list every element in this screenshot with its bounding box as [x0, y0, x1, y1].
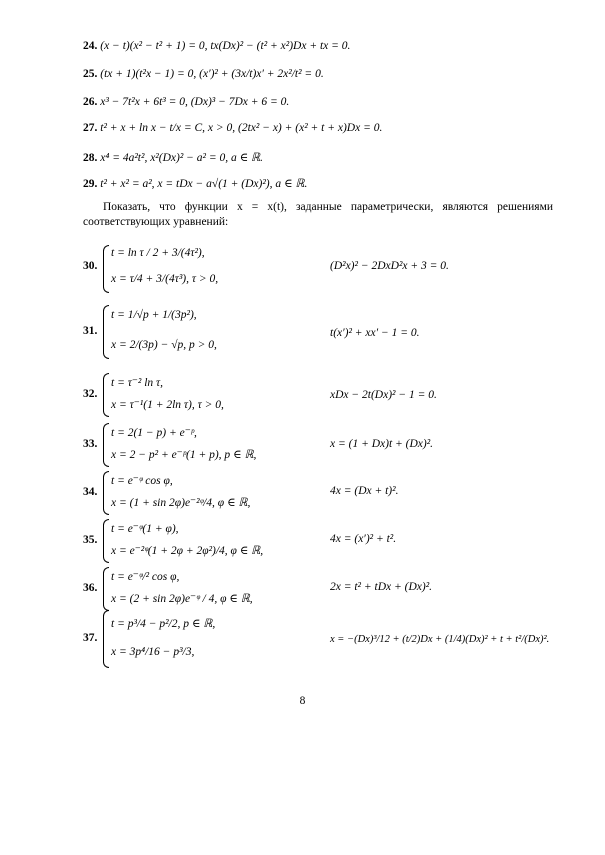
problem-25: 25. (tx + 1)(t²x − 1) = 0, (x′)² + (3x/t)x′ + 2x²/t² = 0. — [83, 68, 324, 80]
system-brace — [103, 567, 109, 611]
equation-31: t(x′)² + xx′ − 1 = 0. — [330, 327, 420, 339]
equation-36: 2x = t² + tDx + (Dx)². — [330, 581, 433, 593]
equation-37: x = −(Dx)³/12 + (t/2)Dx + (1/4)(Dx)² + t + t²/(Dx)². — [330, 634, 550, 645]
system-brace — [103, 471, 109, 515]
system-brace — [103, 305, 109, 359]
system-brace — [103, 423, 109, 467]
problem-27: 27. t² + x + ln x − t/x = C, x > 0, (2tx² − x) + (x² + t + x)Dx = 0. — [83, 122, 383, 134]
problem-29: 29. t² + x² = a², x = tDx − a√(1 + (Dx)²), a ∈ ℝ. — [83, 178, 308, 190]
equation-32: xDx − 2t(Dx)² − 1 = 0. — [330, 389, 437, 401]
page-number: 8 — [299, 695, 306, 707]
system-brace — [103, 373, 109, 417]
equation-30: (D²x)² − 2DxD²x + 3 = 0. — [330, 260, 449, 272]
problem-26: 26. x³ − 7t²x + 6t³ = 0, (Dx)³ − 7Dx + 6 = 0. — [83, 96, 290, 108]
document-page: 24. (x − t)(x² − t² + 1) = 0, tx(Dx)² − (t² + x²)Dx + tx = 0. 25. (tx + 1)(t²x − 1) = 0, (x′)² + (3x/t)x′ + 2x²/t² = 0. 26. x³ − 7t²x + 6t³ = 0, (Dx)³ − 7Dx + 6 = 0. 27. t² + x + ln x − t/x = C, x > 0, (2tx² − x) + (x² + t + x)Dx = 0. 28. x⁴ = 4a²t², x²(Dx)² − a² = 0, a ∈ ℝ. 29. t² + x² = a², x = tDx − a√(1 + (Dx)²), a ∈ ℝ. Показать, что функции x = x(t), заданные параметрически, являются решениями соответствующих уравнений: 30. t = ln τ / 2 + 3/(4τ²), x = τ/4 + 3/(4τ³), τ > 0, (D²x)² − 2DxD²x + 3 = 0. 31. t = 1/√p + 1/(3p²), x = 2/(3p) − √p, p > 0, t(x′)² + xx′ − 1 = 0. 32. t = τ⁻² ln τ, x = τ⁻¹(1 + 2ln τ), τ > 0, xDx − 2t(Dx)² − 1 = 0. 33. t = 2(1 − p) + e⁻ᵖ, x = 2 − p² + e⁻ᵖ(1 + p), p ∈ ℝ, x = (1 + Dx)t + (Dx)². 34. t = e⁻ᵠ cos φ, x = (1 + sin 2φ)e⁻²ᵠ/4, φ ∈ ℝ, 4x = (Dx + t)². 35. t = e⁻ᵠ(1 + φ), x = e⁻²ᵠ(1 + 2φ + 2φ²)/4, φ ∈ ℝ, 4x = (x′)² + t². 36. t = e⁻ᵠ/² cos φ, x = (2 + sin 2φ)e⁻ᵠ / 4, φ ∈ ℝ, 2x = t² + tDx + (Dx)². 37. t = p³/4 − p²/2, p ∈ ℝ, x = 3p⁴/16 − p³/3, x = −(Dx)³/12 + (t/2)Dx + (1/4)(Dx)² + t + t²/(Dx)². 8 — [0, 0, 605, 855]
equation-35: 4x = (x′)² + t². — [330, 533, 397, 545]
instruction-paragraph: Показать, что функции x = x(t), заданные параметрически, являются решениями соответствующих уравнений: — [83, 201, 553, 228]
system-brace — [103, 610, 109, 668]
system-brace — [103, 519, 109, 563]
system-brace — [103, 245, 109, 293]
equation-34: 4x = (Dx + t)². — [330, 485, 399, 497]
problem-28: 28. x⁴ = 4a²t², x²(Dx)² − a² = 0, a ∈ ℝ. — [83, 152, 263, 164]
equation-33: x = (1 + Dx)t + (Dx)². — [330, 438, 434, 450]
problem-24: 24. (x − t)(x² − t² + 1) = 0, tx(Dx)² − (t² + x²)Dx + tx = 0. — [83, 40, 351, 52]
